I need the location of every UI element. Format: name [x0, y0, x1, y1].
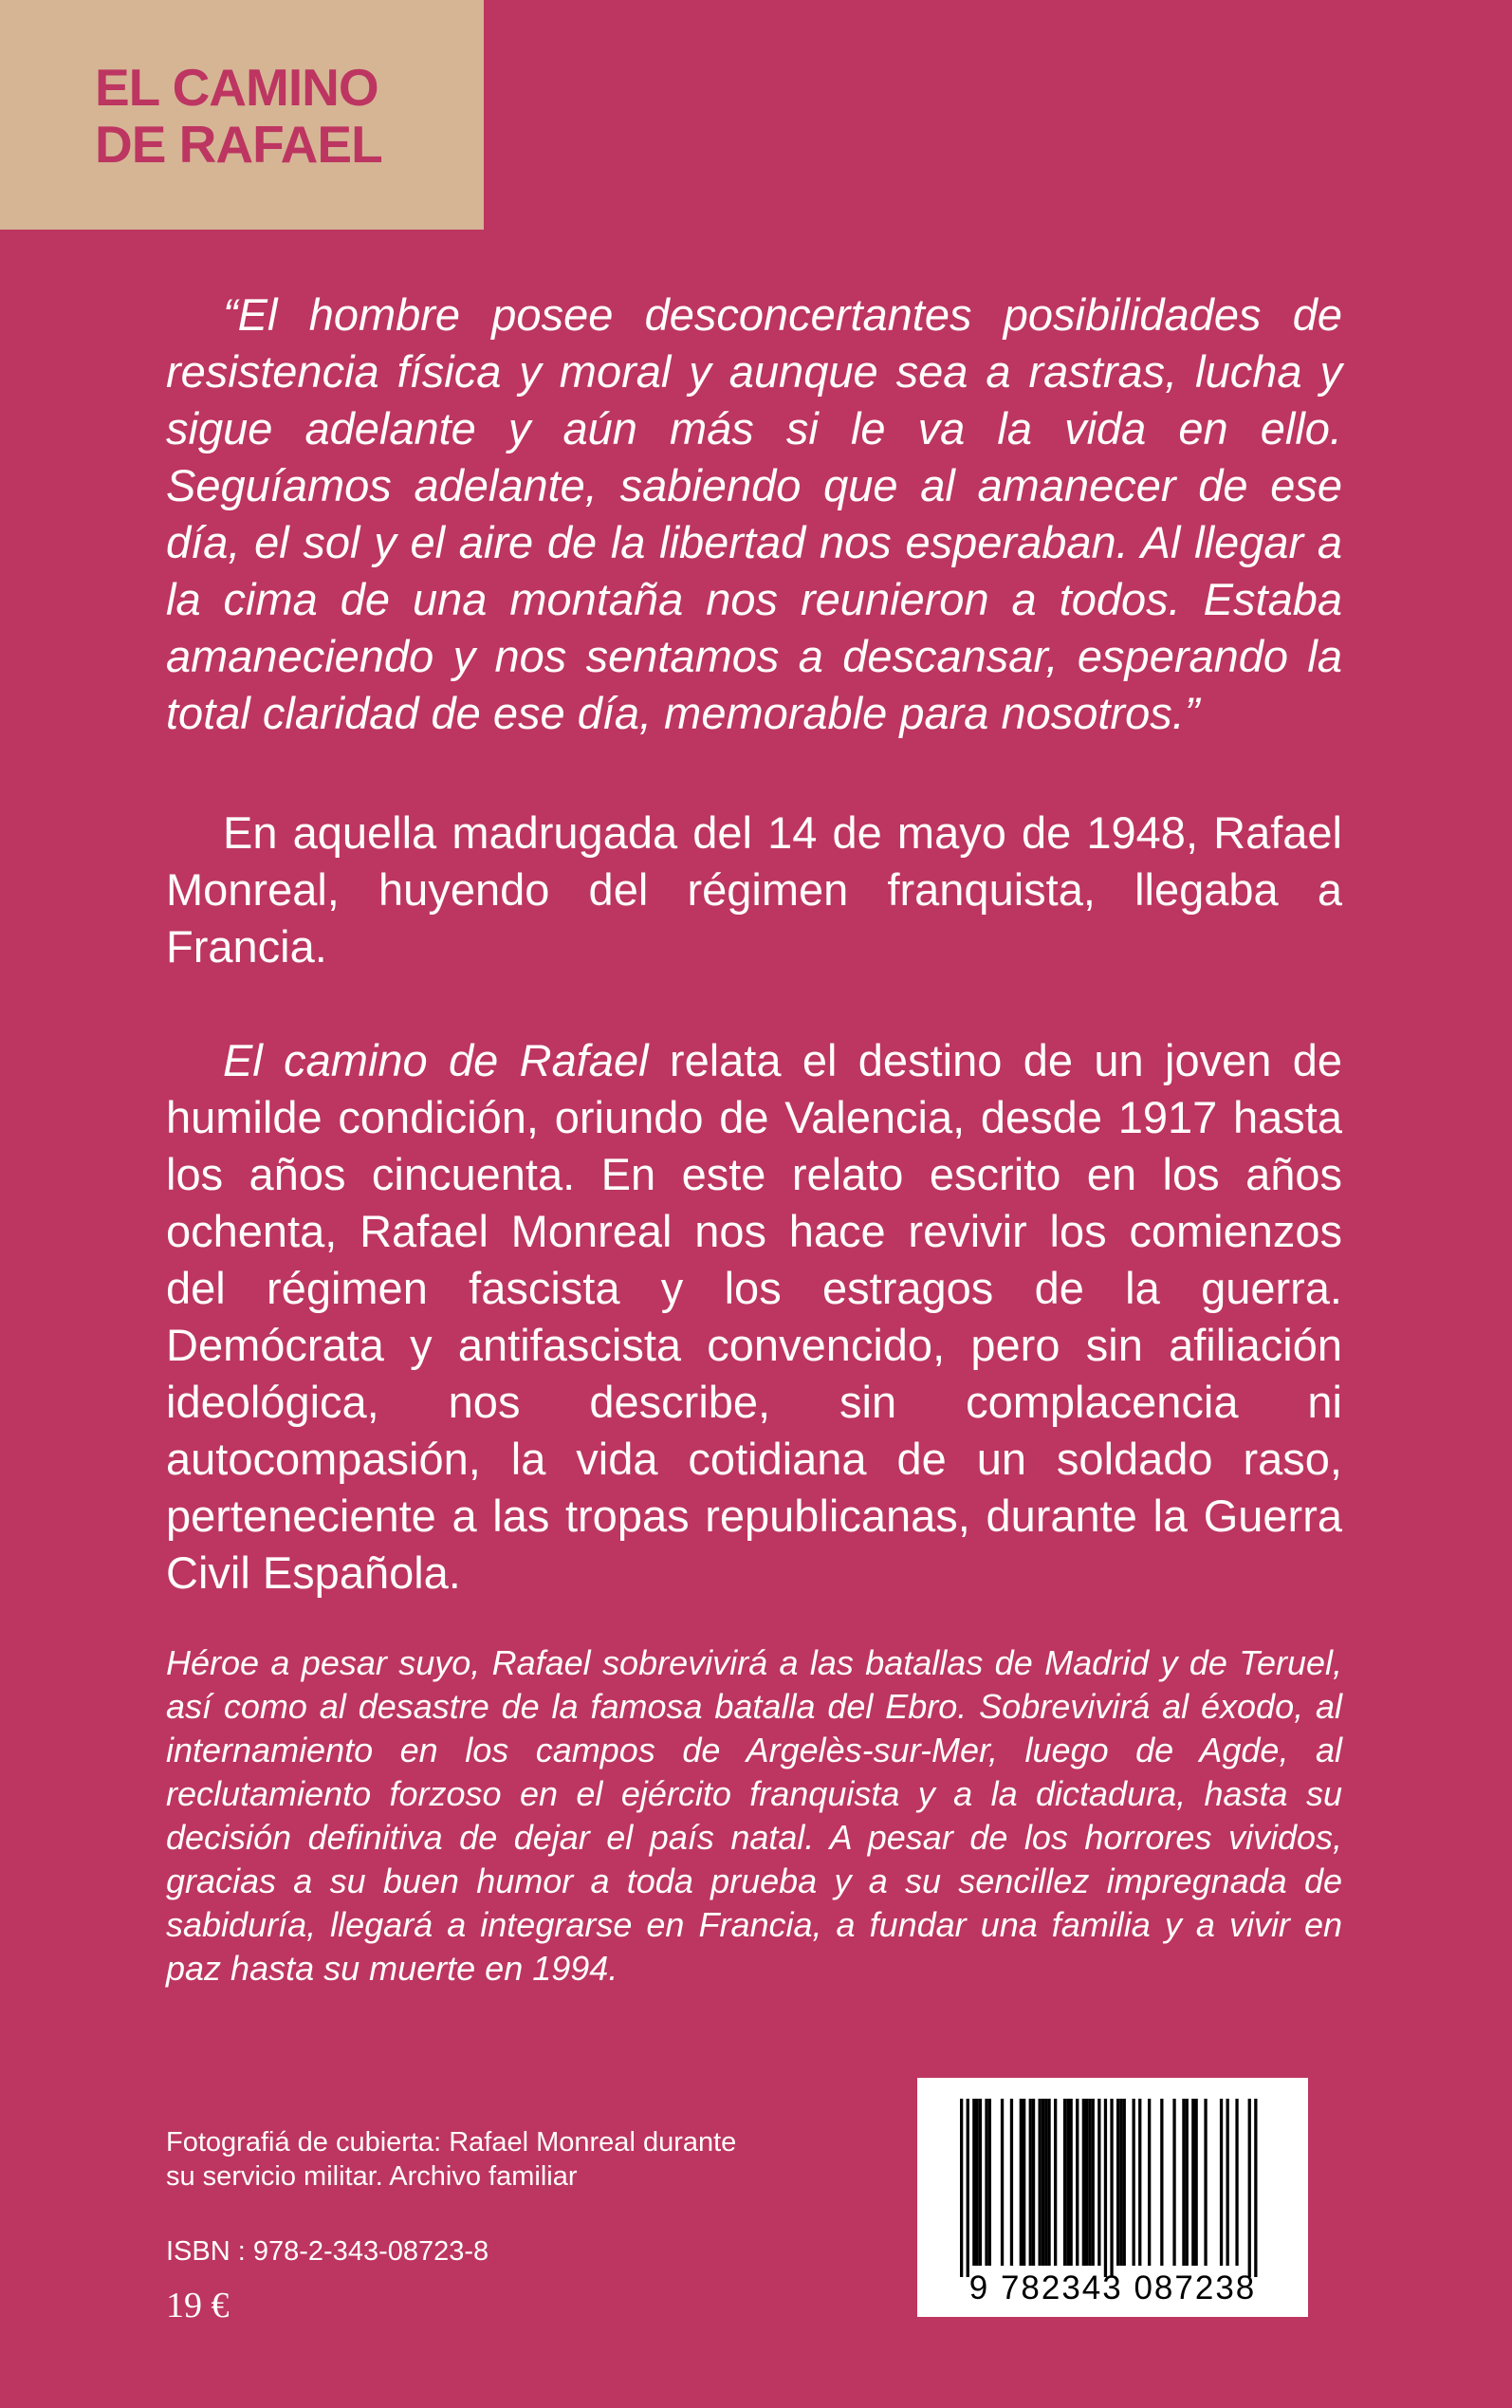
barcode-bar [1010, 2099, 1013, 2266]
barcode-bar [1088, 2099, 1091, 2266]
barcode-bar [1182, 2099, 1185, 2266]
barcode-bar [976, 2099, 979, 2266]
barcode-bar [1054, 2099, 1057, 2266]
photo-credit-line-1: Fotografiá de cubierta: Rafael Monreal durante [166, 2127, 737, 2158]
barcode-bar [985, 2099, 987, 2266]
title-box [0, 0, 484, 230]
book-title-inline: El camino de Rafael [223, 1035, 649, 1085]
barcode-bar [1220, 2099, 1223, 2266]
barcode-bar [1116, 2099, 1119, 2266]
barcode-bar [1092, 2099, 1095, 2266]
barcode-bar [1133, 2099, 1135, 2266]
barcode-bar [988, 2099, 991, 2266]
barcode-bar [1248, 2099, 1251, 2277]
barcode-bar [1085, 2099, 1088, 2266]
isbn: ISBN : 978-2-343-08723-8 [166, 2236, 489, 2267]
barcode-bar [1042, 2099, 1044, 2266]
barcode-bar [1063, 2099, 1066, 2266]
barcode [917, 2078, 1308, 2317]
barcode-bar [979, 2099, 982, 2266]
photo-credit-line-2: su servicio militar. Archivo familiar [166, 2161, 578, 2192]
summary-body: relata el destino de un joven de humilde condición, oriundo de Valencia, desde 1917 hasta los años cincuenta. En este relato escrito en los años ochenta, Rafael Monreal nos hace revivir los comienzos del régimen fascista y los estragos de la guerra. Demócrata y antifascista convencido, pero sin afiliación ideológica, nos describe, sin complacencia ni autocompasión, la vida cotidiana de un soldado raso, perteneciente a las tropas republicanas, durante la Guerra Civil Española. [166, 1035, 1342, 1598]
barcode-bar [1066, 2099, 1069, 2266]
barcode-bar [1047, 2099, 1050, 2266]
barcode-bar [1226, 2099, 1229, 2266]
barcode-bar [1110, 2099, 1113, 2277]
barcode-digits: 9 782343 087238 [968, 2269, 1257, 2306]
barcode-bar [1172, 2099, 1175, 2266]
barcode-bar [1082, 2099, 1085, 2266]
barcode-bar [1195, 2099, 1198, 2266]
paragraph-hero [166, 1641, 1342, 1991]
barcode-bar [1119, 2099, 1122, 2266]
price: 19 € [166, 2286, 230, 2325]
book-title-line-2: DE RAFAEL [95, 115, 382, 174]
barcode-bar [1039, 2099, 1042, 2266]
photo-credit [166, 2125, 736, 2194]
barcode-bar [1148, 2099, 1151, 2266]
paragraph-summary [166, 1032, 1342, 1602]
paragraph-summary-text [166, 1032, 1342, 1602]
barcode-bar [1029, 2099, 1032, 2266]
barcode-bar [1001, 2099, 1004, 2266]
barcode-bar [1235, 2099, 1238, 2266]
barcode-bar [1032, 2099, 1035, 2266]
barcode-bar [1191, 2099, 1194, 2266]
barcode-bar [1254, 2099, 1257, 2277]
quote-block [166, 287, 1342, 742]
book-title-line-1: EL CAMINO [95, 58, 378, 117]
paragraph-arrival [166, 805, 1342, 975]
barcode-bar [1020, 2099, 1023, 2266]
barcode-bar [1044, 2099, 1047, 2266]
barcode-bar [1160, 2099, 1163, 2266]
barcode-bar [1204, 2099, 1207, 2266]
paragraph-hero-text: Héroe a pesar suyo, Rafael sobrevivirá a las batallas de Madrid y de Teruel, así como al desastre de la famosa batalla del Ebro. Sobrevivirá al éxodo, al internamiento en los campos de Argelès-sur-Mer, luego de Agde, al reclutamiento forzoso en el ejército franquista y a la dictadura, hasta su decisión definitiva de dejar el país natal. A pesar de los horrores vividos, gracias a su buen humor a toda prueba y a su sencillez impregnada de sabiduría, llegará a integrarse en Francia, a fundar una familia y a vivir en paz hasta su muerte en 1994. [166, 1643, 1342, 1988]
barcode-bar [960, 2099, 963, 2277]
paragraph-arrival-text: En aquella madrugada del 14 de mayo de 1948, Rafael Monreal, huyendo del régimen franquista, llegaba a Francia. [166, 807, 1342, 972]
barcode-bar [1104, 2099, 1107, 2277]
barcode-bar [1070, 2099, 1073, 2266]
barcode-bar [972, 2099, 975, 2266]
barcode-bar [1138, 2099, 1141, 2266]
book-title [95, 59, 382, 173]
quote-text: “El hombre posee desconcertantes posibilidades de resistencia física y moral y aunque sea a rastras, lucha y sigue adelante y aún más si le va la vida en ello. Seguíamos adelante, sabiendo que al amanecer de ese día, el sol y el aire de la libertad nos esperaban. Al llegar a la cima de una montaña nos reunieron a todos. Estaba amaneciendo y nos sentamos a descansar, esperando la total claridad de ese día, memorable para nosotros.” [166, 289, 1342, 738]
barcode-bar [1186, 2099, 1189, 2266]
barcode-bar [1076, 2099, 1079, 2266]
barcode-bar [1023, 2099, 1025, 2266]
barcode-bar [1123, 2099, 1126, 2266]
barcode-bar [967, 2099, 969, 2277]
barcode-bar [1097, 2099, 1100, 2266]
